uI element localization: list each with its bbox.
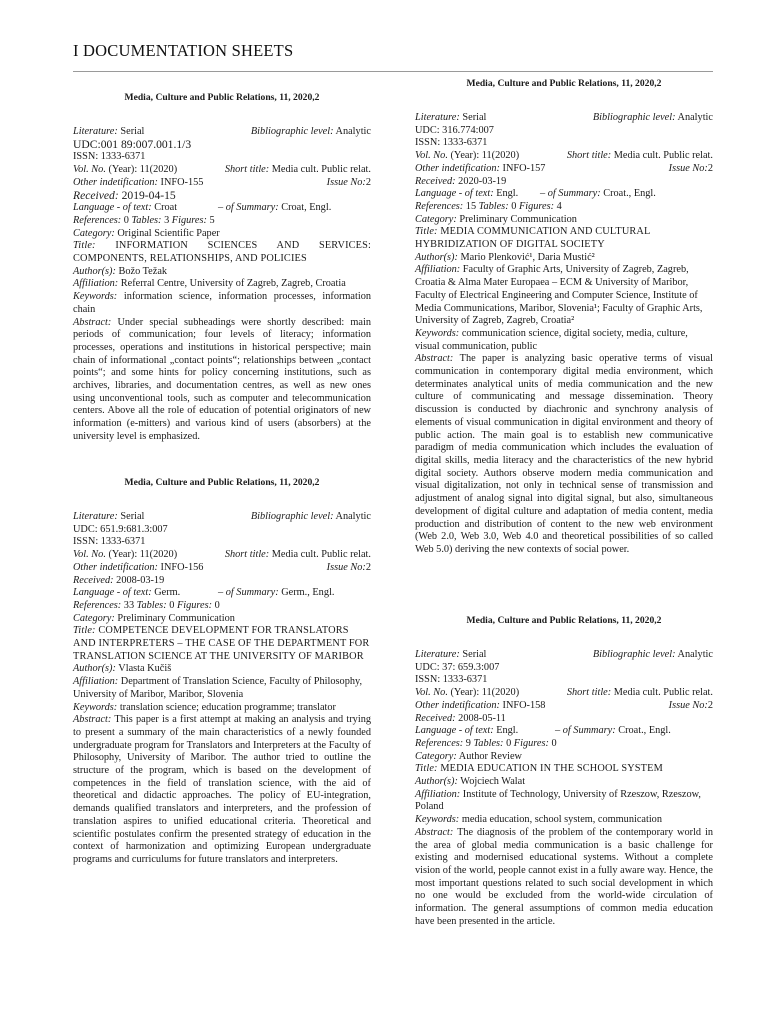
bib-level-value: Analytic xyxy=(335,126,371,137)
abstract-text: Under special subheadings were shortly described: main periods of communication; four levels of literacy; information processes, operations and institutions in historical perspective; main chain of informational „contact points“; relationships between „contact points“; and some hints for policy concerning institutions, such as archives, libraries, and documentation centres, as well as new ones using unconventional tools, such as computer and telecommunication centers. Above all the role of education of potential originators of new information (e-mitters) and various kind of users (absorbers) at the university level is emphasized. xyxy=(73,316,371,442)
references-value: 33 xyxy=(123,599,135,611)
right-column-lower xyxy=(415,615,713,928)
bib-level-label: Bibliographic level: xyxy=(592,112,676,123)
right-column xyxy=(415,78,713,557)
category-label: Category: xyxy=(415,750,457,762)
received-label: Received: xyxy=(73,574,114,586)
issn: ISSN: 1333-6371 xyxy=(415,674,488,686)
authors-label: Author(s): xyxy=(73,663,116,675)
tables-label: Tables: xyxy=(478,200,509,212)
doc-entry-info-156 xyxy=(73,477,371,867)
short-title-value: Media cult. Public relat. xyxy=(613,687,713,699)
udc: UDC: 316.774:007 xyxy=(415,124,494,136)
short-title-label: Short title: xyxy=(566,687,612,699)
affiliation-value: Department of Translation Science, Faculty of Philosophy, University of Maribor, Maribor, Slovenia xyxy=(73,676,363,700)
udc: UDC: 651.9:681.3:007 xyxy=(73,523,168,535)
short-title-value: Media cult. Public relat. xyxy=(271,164,371,176)
tables-value: 0 xyxy=(169,599,175,611)
bib-level-value: Analytic xyxy=(677,649,713,660)
abstract-text: The paper is analyzing basic operative terms of visual communication in contemporary digital media environment, which determinates analytical units of media communication and the new culture of communicating and message dissemination. Theory discussion is conducted by diachronic and synchrony analysis of elements of visual communication in digital environment and theory of public action. The main goal is to establish new communicative paradigm of media communication which includes the evaluation of digital skills, media literacy and the characteristics of the new hybrid digital society. Authors observe modern media communication and visual digitalization, not only in technical sense of transmission and adjustment of analog signal into digital signal, but also, simultaneous development of digital culture and adaptation of media content, media production and distribution of content to the new web environment (Web 2.0, Web 3.0, Web 4.0 and theoretical possibilities of so called Web 5.0) deriving the new contexts of social power. xyxy=(415,353,713,555)
tables-value: 0 xyxy=(506,737,512,749)
year-value: 11(2020) xyxy=(481,687,520,699)
summary-label: – of Summary: xyxy=(555,725,616,737)
vol-label: Vol. No. xyxy=(415,150,448,162)
abstract-label: Abstract: xyxy=(415,353,454,365)
authors-value: Wojciech Walat xyxy=(460,776,526,788)
received-value: 2008-03-19 xyxy=(116,574,165,586)
issue-label: Issue No: xyxy=(668,162,708,174)
abstract-label: Abstract: xyxy=(73,316,112,328)
issue-value: 2 xyxy=(365,176,371,188)
tables-value: 3 xyxy=(164,214,170,226)
literature-label: Literature: xyxy=(73,511,118,522)
references-value: 0 xyxy=(123,214,129,226)
issue-label: Issue No: xyxy=(326,561,366,573)
affiliation-label: Affiliation: xyxy=(73,676,119,688)
summary-value: Croat., Engl. xyxy=(603,188,656,200)
figures-label: Figures: xyxy=(513,737,549,749)
category-label: Category: xyxy=(73,227,115,239)
short-title-value: Media cult. Public relat. xyxy=(271,549,371,561)
affiliation-value: Faculty of Graphic Arts, University of Zagreb, Zagreb, Croatia & Alma Mater Europaea – ECM & University of Maribor, Faculty of Electrical Engineering and Computer Science, Institute of Media Communications, Maribor, Slovenia¹; Faculty of Graphic Arts, University of Zagreb, Zagreb, Croatia² xyxy=(415,264,703,327)
other-id-label: Other indetification: xyxy=(415,162,500,174)
figures-value: 0 xyxy=(551,737,557,749)
language-label: Language - of text: xyxy=(73,202,152,214)
literature-label: Literature: xyxy=(73,126,118,137)
language-label: Language - of text: xyxy=(415,188,494,200)
abstract-label: Abstract: xyxy=(415,826,454,838)
summary-value: Croat, Engl. xyxy=(281,202,332,214)
received-value: 2020-03-19 xyxy=(458,175,507,187)
category-value: Author Review xyxy=(458,750,522,762)
literature-value: Serial xyxy=(120,126,145,137)
tables-label: Tables: xyxy=(131,214,162,226)
language-label: Language - of text: xyxy=(415,725,494,737)
language-value: Engl. xyxy=(496,725,519,737)
doc-entry-info-158 xyxy=(415,615,713,928)
entry-journal-head: Media, Culture and Public Relations, 11, 2020,2 xyxy=(466,78,662,89)
language-value: Croat xyxy=(154,202,178,214)
summary-label: – of Summary: xyxy=(218,587,279,599)
keywords-value: information science, information processes, information chain xyxy=(73,291,371,315)
keywords-value: communication science, digital society, media, culture, visual communication, public xyxy=(415,327,688,352)
short-title-label: Short title: xyxy=(566,150,612,162)
affiliation-label: Affiliation: xyxy=(73,278,119,290)
figures-label: Figures: xyxy=(171,214,207,226)
vol-label: Vol. No. xyxy=(73,164,106,176)
page-title: I DOCUMENTATION SHEETS xyxy=(73,41,294,60)
tables-label: Tables: xyxy=(136,599,167,611)
issue-value: 2 xyxy=(707,162,713,174)
authors-value: Božo Težak xyxy=(118,265,168,277)
summary-label: – of Summary: xyxy=(540,188,601,200)
figures-label: Figures: xyxy=(518,200,555,212)
year-value: 11(2020) xyxy=(481,150,520,162)
other-id-value: INFO-156 xyxy=(160,561,204,573)
category-value: Preliminary Communication xyxy=(459,213,577,225)
title-label: Title: xyxy=(73,625,96,637)
vol-label: Vol. No. xyxy=(73,549,106,561)
literature-value: Serial xyxy=(462,112,487,123)
entry-title: INFORMATION SCIENCES AND SERVICES: COMPONENTS, RELATIONSHIPS, AND POLICIES xyxy=(73,240,371,265)
left-column-lower xyxy=(73,477,371,867)
keywords-label: Keywords: xyxy=(415,327,460,339)
received-value: 2019-04-15 xyxy=(121,188,176,202)
issn: ISSN: 1333-6371 xyxy=(73,151,146,163)
references-value: 15 xyxy=(465,200,477,212)
affiliation-label: Affiliation: xyxy=(415,264,461,276)
figures-label: Figures: xyxy=(176,599,213,611)
issn: ISSN: 1333-6371 xyxy=(415,137,488,149)
year-label: (Year): xyxy=(450,687,480,699)
issn: ISSN: 1333-6371 xyxy=(73,536,146,548)
left-column xyxy=(73,92,371,444)
language-label: Language - of text: xyxy=(73,587,152,599)
literature-value: Serial xyxy=(462,649,487,660)
summary-value: Croat., Engl. xyxy=(618,725,671,737)
abstract-text: This paper is a first attempt at making an analysis and trying to present a summary of the main characteristics of a newly founded undergraduate program for Translators and Interpreters at the Faculty of Philosophy, University of Maribor. The author tried to outline the structure of the program, which is based on the development of competences in the field of translation science, with the aid of theoretical and didactic approaches. The policy of EU-integration, demands qualified translators and interpreters, and the profession of translation aspires to unified educational criteria. Theoretical and scientific postulates confirm the presented strategy of education in the context of harmonization and optimizing European undergraduate programs and curriculums for future translators and interpreters. xyxy=(73,714,371,865)
keywords-label: Keywords: xyxy=(73,291,118,303)
year-label: (Year): xyxy=(108,549,138,561)
references-label: References: xyxy=(73,214,122,226)
language-value: Germ. xyxy=(154,587,181,599)
title-label: Title: xyxy=(73,240,96,252)
abstract-label: Abstract: xyxy=(73,714,112,726)
keywords-value: translation science; education programme; translator xyxy=(119,701,336,713)
year-label: (Year): xyxy=(108,164,138,176)
authors-label: Author(s): xyxy=(415,251,458,263)
issue-value: 2 xyxy=(365,561,371,573)
title-label: Title: xyxy=(415,226,438,238)
authors-value: Vlasta Kučiš xyxy=(118,663,172,675)
authors-value: Mario Plenković¹, Daria Mustić² xyxy=(460,251,595,263)
tables-value: 0 xyxy=(511,200,517,212)
header-divider xyxy=(73,71,713,72)
entry-journal-head: Media, Culture and Public Relations, 11, 2020,2 xyxy=(124,477,320,488)
entry-journal-head: Media, Culture and Public Relations, 11, 2020,2 xyxy=(124,92,320,103)
tables-label: Tables: xyxy=(473,737,504,749)
references-value: 9 xyxy=(465,737,471,749)
udc: UDC: 37: 659.3:007 xyxy=(415,661,500,673)
figures-value: 5 xyxy=(209,214,215,226)
entry-title: MEDIA EDUCATION IN THE SCHOOL SYSTEM xyxy=(440,763,663,775)
year-value: 11(2020) xyxy=(139,549,178,561)
bib-level-value: Analytic xyxy=(677,112,713,123)
keywords-label: Keywords: xyxy=(415,814,460,826)
short-title-label: Short title: xyxy=(224,164,270,176)
affiliation-value: Institute of Technology, University of Rzeszow, Rzeszow, Poland xyxy=(415,788,701,813)
short-title-label: Short title: xyxy=(224,549,270,561)
literature-label: Literature: xyxy=(415,112,460,123)
category-label: Category: xyxy=(73,612,115,624)
received-label: Received: xyxy=(73,188,119,202)
bib-level-label: Bibliographic level: xyxy=(592,649,676,660)
other-id-label: Other indetification: xyxy=(73,176,158,188)
literature-value: Serial xyxy=(120,511,145,522)
references-label: References: xyxy=(73,599,122,611)
affiliation-label: Affiliation: xyxy=(415,788,461,800)
figures-value: 0 xyxy=(214,599,220,611)
category-value: Preliminary Communication xyxy=(117,612,235,624)
bib-level-label: Bibliographic level: xyxy=(250,126,334,137)
other-id-value: INFO-157 xyxy=(502,162,546,174)
other-id-value: INFO-155 xyxy=(160,176,204,188)
summary-label: – of Summary: xyxy=(218,202,279,214)
summary-value: Germ., Engl. xyxy=(281,587,335,599)
issue-label: Issue No: xyxy=(326,176,366,188)
keywords-label: Keywords: xyxy=(73,701,118,713)
entry-title: MEDIA COMMUNICATION AND CULTURAL HYBRIDIZATION OF DIGITAL SOCIETY xyxy=(415,226,651,251)
other-id-label: Other indetification: xyxy=(73,561,158,573)
entry-title: COMPETENCE DEVELOPMENT FOR TRANSLATORS AND INTERPRETERS – THE CASE OF THE DEPARTMENT FOR TRANSLATION SCIENCE AT THE UNIVERSITY OF MARIBOR xyxy=(73,625,370,662)
vol-label: Vol. No. xyxy=(415,687,448,699)
bib-level-label: Bibliographic level: xyxy=(250,511,334,522)
other-id-value: INFO-158 xyxy=(502,699,546,711)
other-id-label: Other indetification: xyxy=(415,699,500,711)
authors-label: Author(s): xyxy=(73,265,116,277)
category-label: Category: xyxy=(415,213,457,225)
issue-value: 2 xyxy=(707,699,713,711)
entry-journal-head: Media, Culture and Public Relations, 11, 2020,2 xyxy=(466,615,662,626)
references-label: References: xyxy=(415,200,464,212)
authors-label: Author(s): xyxy=(415,776,458,788)
issue-label: Issue No: xyxy=(668,699,708,711)
affiliation-value: Referral Centre, University of Zagreb, Zagreb, Croatia xyxy=(120,278,346,290)
abstract-text: The diagnosis of the problem of the contemporary world in the area of global media communication is a basic challenge for existing and modernised educational systems. Without a complete vision of the world, people cannot exist in a fully aware way. Hence, the most important questions related to such social development in which no one would be excluded from the world-wide circulation of information. The general assumptions of common media education have been presented in the article. xyxy=(415,826,714,927)
literature-label: Literature: xyxy=(415,649,460,660)
received-value: 2008-05-11 xyxy=(458,712,506,724)
doc-entry-info-155 xyxy=(73,92,371,444)
received-label: Received: xyxy=(415,175,456,187)
bib-level-value: Analytic xyxy=(335,511,371,522)
short-title-value: Media cult. Public relat. xyxy=(613,150,713,162)
keywords-value: media education, school system, communication xyxy=(461,814,662,826)
language-value: Engl. xyxy=(496,188,519,200)
year-value: 11(2020) xyxy=(139,164,178,176)
category-value: Original Scientific Paper xyxy=(117,227,220,239)
figures-value: 4 xyxy=(556,200,562,212)
doc-entry-info-157 xyxy=(415,78,713,557)
received-label: Received: xyxy=(415,712,456,724)
references-label: References: xyxy=(415,737,464,749)
title-label: Title: xyxy=(415,763,438,775)
year-label: (Year): xyxy=(450,150,480,162)
udc: UDC:001 89:007.001.1/3 xyxy=(73,137,192,151)
